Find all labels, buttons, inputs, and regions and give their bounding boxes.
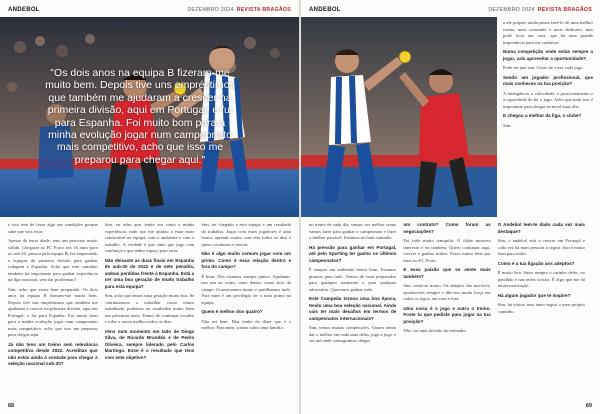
- interview-answer: Foi tudo muito tranquilo. O clube mostrou interesse e eu também. Quero continuar aqui, crescer e ganhar títulos. Estou muito feliz por estar no FC Porto.: [403, 238, 491, 263]
- left-page: [0, 0, 299, 414]
- page-number: 69: [585, 403, 592, 409]
- interview-answer: A inteligência, a velocidade, o posicionamento e a capacidade de ler o jogo. Acho que tudo isso é importante para chegar ao nível mais alto.: [503, 90, 593, 109]
- text-column: [498, 222, 585, 400]
- interview-question: E essa paixão que se sente mais também?: [403, 267, 491, 279]
- interview-answer: Sim, há vários, mas tento seguir o meu próprio caminho.: [497, 302, 585, 314]
- interview-answer: É sempre um ambiente muito bom. Estamos prontos para tudo. Temos de estar preparados para qualquer momento e para qualquer adversário. Queremos ganhar tudo.: [309, 267, 397, 292]
- interview-question: um contrato? Como foram as negociações?: [403, 222, 491, 234]
- issue-date: DEZEMBRO 2024: [187, 7, 234, 13]
- text-column: [309, 222, 396, 400]
- pull-quote: "Os dois anos na equipa B fizeram-me muito bem. Depois tive uns empréstimos que também me ajudaram a crescer na primeira divisão, aqui em Portugal, e fui para Espanha. Foi muito bom para a minha evolução jogar num campeonato mais competitivo, acho que isso me preparou para chegar aqui.": [45, 67, 235, 166]
- interview-question: Já não tens um treino sem relevância competitiva desde 2022. Acreditas que não estás ainda à vontade para chegar à seleção nacional sub-20?: [8, 341, 98, 367]
- interview-answer: Sim, acho que estou bem preparado. Os dois anos na equipa B fizeram-me muito bem. Depois tive uns empréstimos que também me ajudaram a crescer na primeira divisão, aqui em Portugal, e fui para Espanha. Foi muito bom para a minha evolução jogar num campeonato mais competitivo, acho que isso me preparou para chegar aqui.: [8, 286, 98, 338]
- interview-answer: Sim, ter chegado a esta equipa é um resultado do trabalho. Jogar com estes jogadores é uma honra, aprendo muito com eles todos os dias e quero continuar a crescer.: [201, 222, 292, 247]
- interview-question: Este Campeão tornou uma boa época, tendo uma boa seleção nacional. Ainda vais ter mais desafios em termos de campeonatos internacionais?: [309, 296, 397, 321]
- article-columns-right: [309, 222, 585, 400]
- handball-action-photo: [301, 17, 497, 217]
- interview-question: E chegou a melhor da liga, o clube?: [503, 113, 582, 119]
- interview-answer: Sim, temos muitas competições. Vamos tentar dar o melhor em cada uma delas, jogo a jogo, e ver até onde conseguimos chegar.: [309, 325, 397, 344]
- interview-question: Não é algo muito comum jogar com um primo. Como é essa relação dentro e fora do campo?: [201, 251, 292, 270]
- interview-question: Há pressão para ganhar em Portugal, até pelo Sporting ter ganho os últimos campeonatos?: [309, 244, 397, 263]
- interview-question: O Andebol tem-te dado cada vez mais destaque?: [497, 222, 585, 234]
- interview-answer: É muito boa. Sinto sempre o carinho deles, no pavilhão e nas redes sociais. É algo que me dá muita motivação.: [497, 270, 585, 289]
- interview-question: Numa competição onde estás sempre a jogar, vais aproveitar a oportunidade?: [503, 49, 593, 61]
- interview-answer: Sim.: [503, 122, 512, 128]
- section-title: ANDEBOL: [309, 7, 341, 13]
- text-column: [8, 222, 98, 400]
- interview-answer: a ele próprio ainda pensa fazê-lo de uma melhor forma, mais constante e mais dedicado, mas pode ficar em casa, que há uma grande importância para me conhecer.: [503, 20, 593, 45]
- interview-question: Vens num momento em lado de Diogo Silva, de Ricardo Brandão e de Pedro Oliveira, sempre liderado pelo Carlos Martingo. Esse é o resultado que tens com este objetivo?: [104, 328, 195, 360]
- interview-answer: e isso tem de fazer algo em condições porque sabe que vais errar.: [8, 222, 98, 234]
- running-header: [309, 5, 592, 15]
- interview-answer: no treino de cada dia, vamos ver melhor como vamos fazer para ganhar o campeonato e fazer o melhor possível. Estamos no bom caminho.: [309, 222, 397, 241]
- interview-answer: Pode ser que sim. Gosto de viver cada jogo.: [503, 65, 584, 71]
- interview-answer: Sim, sente-se muito. Os adeptos são incríveis, apoiam-nos sempre e dão-nos muita força em todos os jogos, em casa e fora.: [403, 283, 491, 302]
- interview-question: Como é a tua ligação aos adeptos?: [497, 260, 575, 266]
- interview-question: Quem é melhor dos quatro?: [201, 309, 263, 315]
- interview-answer: Apesar da tenra idade, tens um percurso muito sólido. Chegaste ao FC Porto aos 16 anos para os sub-20, passou pela equipa B, foi emprestado a equipas da primeira divisão para ganhar rodagem e Espanha. Acho que este caminho também foi importante para ganhar experiência na liga nacional, sem dar problemas?: [8, 238, 98, 283]
- right-page: [301, 0, 600, 414]
- interview-question: Sendo um jogador profissional, que mais conheces na tua posição?: [503, 74, 593, 87]
- text-column: [403, 222, 490, 400]
- article-side-column: [503, 20, 593, 216]
- article-columns-left: [8, 222, 291, 400]
- text-column: [503, 20, 593, 216]
- interview-answer: Sim, acho que temos uma geração muito boa. Se continuarmos a trabalhar como temos trabalhado, podemos ter resultados muito bons nos próximos anos. Temos de continuar focados e a dar o nosso melhor todos os dias.: [104, 293, 195, 325]
- issue-date: DEZEMBRO 2024: [488, 7, 535, 13]
- hero-photo-right: [301, 17, 497, 217]
- page-number: 68: [8, 403, 15, 409]
- interview-question: Há algum jogador que te inspire?: [497, 292, 571, 298]
- hero-photo-left: [0, 17, 299, 217]
- interview-answer: É bom. Nós estamos sempre juntos. Ajudamo-nos um ao outro, tanto dentro como fora do campo. Conversamos muito e partilhamos tudo. Para mim é um privilégio ter o meu primo na equipa.: [201, 273, 292, 305]
- magazine-name: REVISTA BRAGÃOS: [236, 7, 291, 13]
- running-header: [8, 5, 291, 15]
- interview-question: Não deixaste as duas finais em Espanha de sub-20 de 2022 e de sete penaltis, ambas perdidas frente à Espanha. Está a ser uma boa geração de muito trabalho para esta equipa?: [104, 257, 195, 289]
- handball-ball: [399, 51, 411, 63]
- text-column: [105, 222, 195, 400]
- magazine-name: REVISTA BRAGÃOS: [537, 7, 592, 13]
- interview-question: Uma coisa é o jogo e outra o treino. Foste tu que pediste para jogar na tua posição?: [403, 305, 491, 324]
- interview-answer: Não, foi uma decisão do treinador.: [403, 328, 467, 334]
- interview-answer: Sim, o andebol está a crescer em Portugal e cada vez há mais pessoas a seguir. Isso é muito bom para todos.: [497, 238, 585, 257]
- text-column: [201, 222, 291, 400]
- interview-answer: Sim, eu acho que, tendo em conta a minha experiência, tudo isto me ajudou a estar mais confortável na equipa, com o ambiente e com o trabalho. A verdade é que sinto que jogo com confiança e que tenho espaço para errar.: [104, 222, 195, 254]
- section-title: ANDEBOL: [8, 7, 40, 13]
- interview-answer: Não sei bem. Mas tenho de dizer que é o melhor. Para mim, somos todos uma família.: [201, 318, 292, 331]
